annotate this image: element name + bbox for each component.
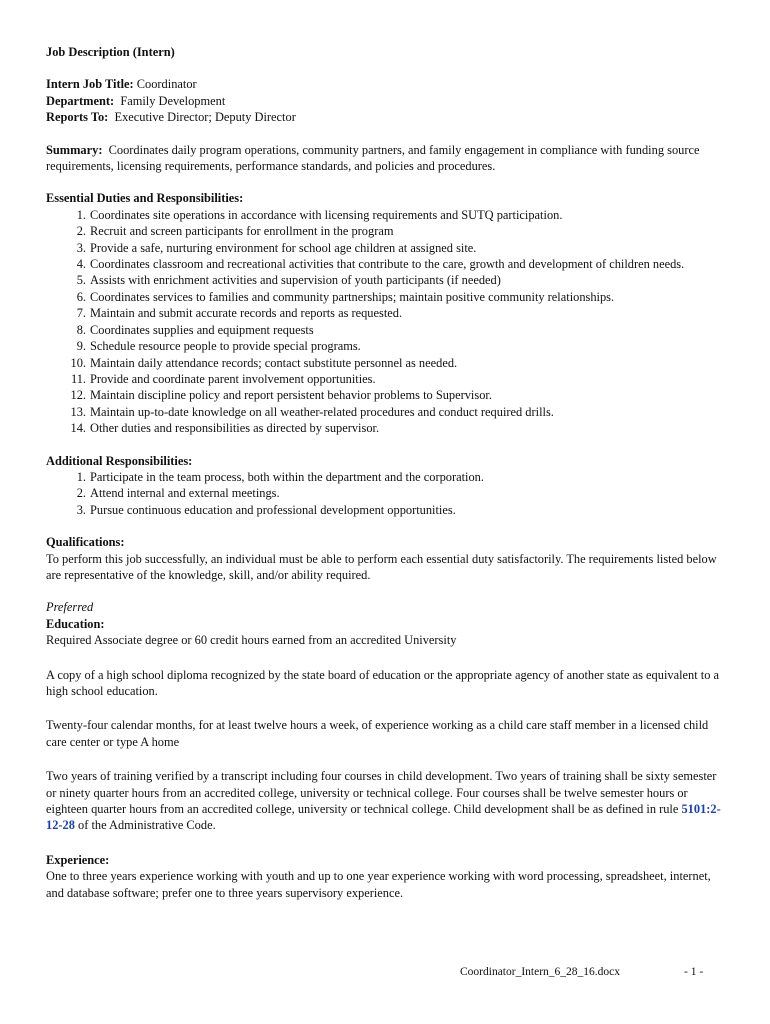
item-text: Participate in the team process, both within the department and the corporation. — [90, 469, 484, 484]
item-text: Provide a safe, nurturing environment for school age children at assigned site. — [90, 240, 477, 255]
item-number: 7. — [76, 306, 86, 321]
document-page — [46, 44, 726, 901]
list-item — [46, 322, 726, 338]
list-item — [46, 404, 726, 420]
item-text: Coordinates supplies and equipment requests — [90, 322, 314, 337]
education-training-paragraph — [46, 768, 726, 834]
reports-to-field — [46, 109, 726, 125]
essential-duties-list — [46, 207, 726, 437]
item-number: 14. — [70, 421, 86, 436]
item-text: Pursue continuous education and professional development opportunities. — [90, 502, 456, 517]
list-item — [46, 272, 726, 288]
list-item — [46, 223, 726, 239]
summary-label: Summary: — [46, 142, 103, 157]
item-text: Maintain up-to-date knowledge on all weather-related procedures and conduct required drills. — [90, 404, 554, 419]
item-text: Recruit and screen participants for enrollment in the program — [90, 224, 394, 239]
training-text: Two years of training verified by a transcript including four courses in child development. Two years of training shall be sixty semester or ninety quarter hours from an accredited college, university or technical college. Four courses shall be twelve semester hours or eighteen quarter hours from an accredited college, university or technical college. Child development shall be as defined in rule — [46, 769, 717, 817]
education-heading: Education: — [46, 616, 105, 631]
footer-page-number: - 1 - — [684, 966, 704, 978]
list-item — [46, 289, 726, 305]
list-item — [46, 207, 726, 223]
item-number: 3. — [76, 240, 86, 255]
list-item — [46, 502, 726, 518]
list-item — [46, 338, 726, 354]
list-item — [46, 420, 726, 436]
item-number: 1. — [76, 207, 86, 222]
header-fields — [46, 76, 726, 125]
item-number: 8. — [76, 322, 86, 337]
item-number: 2. — [76, 224, 86, 239]
item-number: 11. — [70, 371, 86, 386]
field-label: Reports To: — [46, 110, 109, 125]
item-number: 3. — [76, 502, 86, 517]
list-item — [46, 485, 726, 501]
summary-text: Coordinates daily program operations, community partners, and family engagement in compliance with funding source requirements, licensing requirements, performance standards, and policies and procedures. — [46, 142, 703, 174]
additional-responsibilities-list — [46, 469, 726, 518]
essential-duties-heading: Essential Duties and Responsibilities: — [46, 191, 244, 206]
footer-filename: Coordinator_Intern_6_28_16.docx — [460, 966, 621, 978]
item-number: 9. — [76, 339, 86, 354]
list-item — [46, 305, 726, 321]
document-title: Job Description (Intern) — [46, 45, 175, 59]
qualifications-heading: Qualifications: — [46, 535, 125, 550]
field-label: Department: — [46, 93, 115, 108]
item-number: 13. — [70, 404, 86, 419]
item-number: 1. — [76, 469, 86, 484]
item-text: Other duties and responsibilities as directed by supervisor. — [90, 421, 380, 436]
item-text: Attend internal and external meetings. — [90, 486, 280, 501]
experience-text: One to three years experience working with youth and up to one year experience working with word processing, spreadsheet, internet, and database software; prefer one to three years supervisory experience. — [46, 869, 711, 900]
item-number: 6. — [76, 289, 86, 304]
field-label: Intern Job Title: — [46, 77, 134, 92]
list-item — [46, 256, 726, 272]
experience-heading: Experience: — [46, 852, 110, 867]
item-text: Provide and coordinate parent involvement opportunities. — [90, 371, 376, 386]
list-item — [46, 387, 726, 403]
list-item — [46, 469, 726, 485]
item-text: Maintain daily attendance records; contact substitute personnel as needed. — [90, 355, 458, 370]
qualifications-text: To perform this job successfully, an individual must be able to perform each essential duty satisfactorily. The requirements listed below are representative of the knowledge, skill, and/or ability required. — [46, 551, 717, 582]
page-footer — [460, 964, 704, 980]
education-diploma-paragraph: A copy of a high school diploma recognized by the state board of education or the appropriate agency of another state as equivalent to a high school education. — [46, 667, 719, 698]
training-text-end: of the Administrative Code. — [74, 818, 216, 833]
education-experience-paragraph: Twenty-four calendar months, for at least twelve hours a week, of experience working as a child care staff member in a licensed child care center or type A home — [46, 718, 709, 749]
item-text: Coordinates site operations in accordance with licensing requirements and SUTQ participation. — [90, 207, 563, 222]
department-field — [46, 93, 726, 109]
education-requirement: Required Associate degree or 60 credit hours earned from an accredited University — [46, 633, 457, 648]
field-value: Coordinator — [133, 77, 197, 92]
item-text: Maintain and submit accurate records and reports as requested. — [90, 306, 403, 321]
item-number: 12. — [70, 388, 86, 403]
item-text: Schedule resource people to provide special programs. — [90, 339, 361, 354]
additional-responsibilities-heading: Additional Responsibilities: — [46, 453, 193, 468]
summary-paragraph — [46, 142, 726, 175]
list-item — [46, 371, 726, 387]
item-number: 5. — [76, 273, 86, 288]
preferred-label: Preferred — [46, 600, 94, 615]
field-value: Executive Director; Deputy Director — [108, 110, 296, 125]
job-title-field — [46, 76, 726, 92]
item-number: 10. — [70, 355, 86, 370]
item-number: 4. — [76, 257, 86, 272]
item-text: Maintain discipline policy and report persistent behavior problems to Supervisor. — [90, 388, 492, 403]
item-text: Assists with enrichment activities and supervision of youth participants (if needed) — [90, 273, 501, 288]
item-number: 2. — [76, 486, 86, 501]
item-text: Coordinates classroom and recreational activities that contribute to the care, growth and development of children needs. — [90, 257, 685, 272]
list-item — [46, 240, 726, 256]
field-value: Family Development — [114, 93, 226, 108]
item-text: Coordinates services to families and community partnerships; maintain positive community relationships. — [90, 289, 615, 304]
administrative-code-link[interactable]: 5101:2-12-28 — [46, 802, 721, 833]
list-item — [46, 355, 726, 371]
